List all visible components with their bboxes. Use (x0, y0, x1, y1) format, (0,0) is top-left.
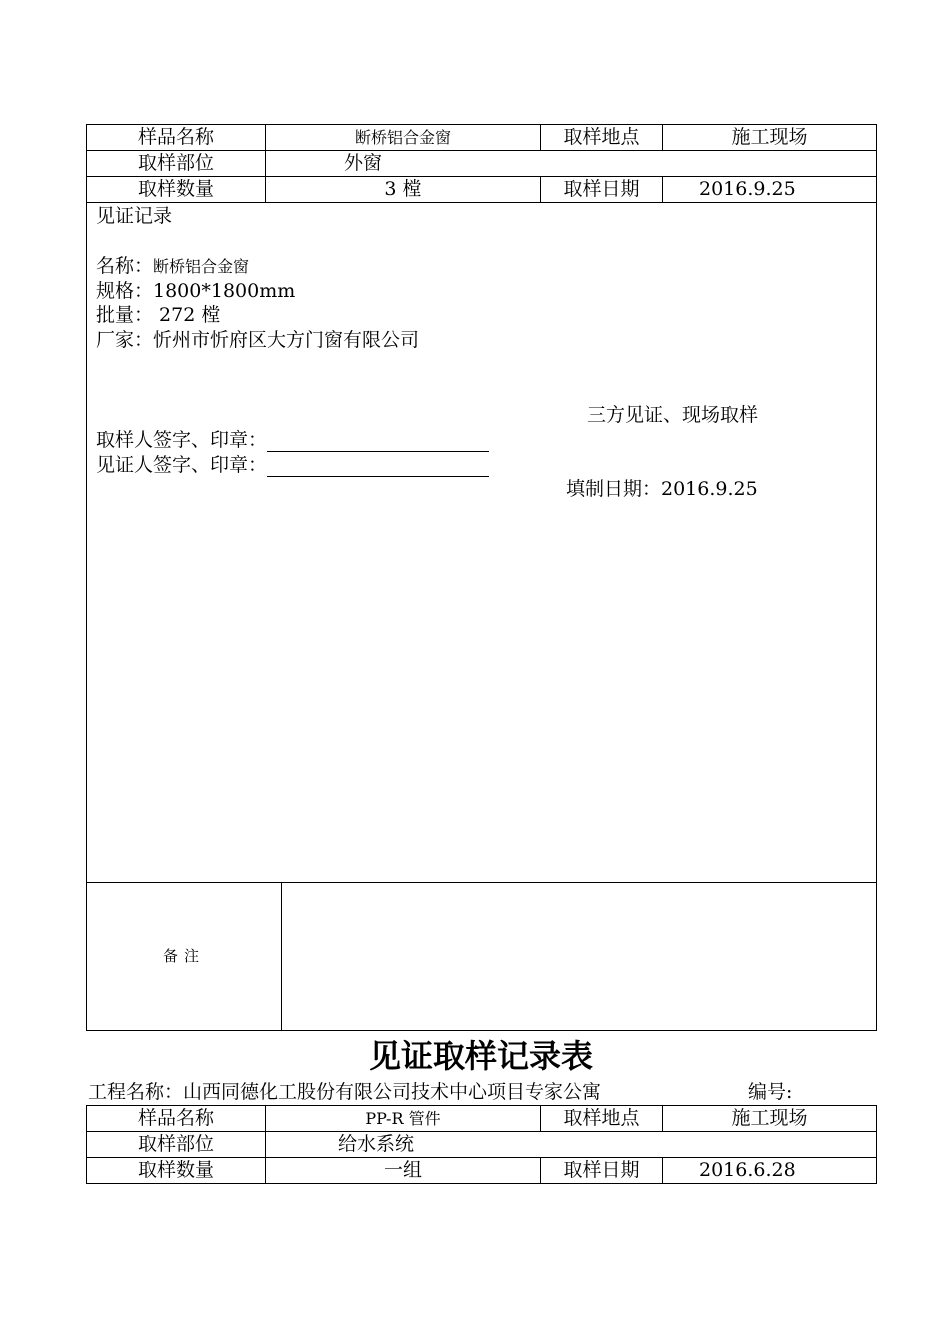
remarks-box (86, 882, 877, 1031)
value-sample-name: PP-R 管件 (266, 1106, 541, 1132)
witness-name-value: 断桥铝合金窗 (153, 257, 250, 276)
witness-signature-blank (267, 456, 489, 477)
label-sample-qty: 取样数量 (87, 1158, 266, 1184)
fill-date: 填制日期：2016.9.25 (566, 478, 758, 500)
sampler-signature-blank (267, 431, 489, 452)
label-sample-location: 取样地点 (541, 1106, 663, 1132)
witness-signature-line (96, 453, 489, 477)
witness-record-box (86, 202, 877, 883)
label-sample-date: 取样日期 (541, 1158, 663, 1184)
sampler-signature-line (96, 428, 489, 452)
witness-spec: 规格：1800*1800mm (96, 280, 296, 302)
remarks-divider (281, 883, 282, 1030)
value-sample-location: 施工现场 (663, 125, 877, 151)
label-sample-part: 取样部位 (87, 151, 266, 177)
witness-signature-label: 见证人签字、印章： (96, 454, 268, 476)
number-label: 编号: (748, 1081, 793, 1103)
witness-heading: 见证记录 (96, 205, 173, 227)
remarks-label: 备注 (162, 947, 205, 965)
label-sample-name: 样品名称 (87, 1106, 266, 1132)
record1-table (86, 124, 877, 203)
table-row (87, 151, 877, 177)
witness-name (96, 254, 249, 279)
witness-name-label: 名称： (96, 255, 154, 277)
project-line (88, 1080, 793, 1104)
project-name: 工程名称：山西同德化工股份有限公司技术中心项目专家公寓 (88, 1081, 602, 1103)
witness-manufacturer: 厂家：忻州市忻府区大方门窗有限公司 (96, 329, 420, 351)
witness-batch: 批量： 272 樘 (96, 304, 221, 326)
table-row (87, 1106, 877, 1132)
table-row (87, 1158, 877, 1184)
value-sample-date: 2016.9.25 (663, 177, 877, 203)
sampler-signature-label: 取样人签字、印章： (96, 429, 268, 451)
label-sample-name: 样品名称 (87, 125, 266, 151)
table-row (87, 125, 877, 151)
label-sample-qty: 取样数量 (87, 177, 266, 203)
table-row (87, 1132, 877, 1158)
form-title: 见证取样记录表 (368, 1037, 593, 1075)
table-row (87, 177, 877, 203)
value-sample-name: 断桥铝合金窗 (266, 125, 541, 151)
value-sample-qty: 一组 (266, 1158, 541, 1184)
value-sample-part: 给水系统 (266, 1132, 877, 1158)
three-party-witness: 三方见证、现场取样 (587, 404, 759, 426)
label-sample-part: 取样部位 (87, 1132, 266, 1158)
value-sample-qty: 3 樘 (266, 177, 541, 203)
value-sample-part: 外窗 (266, 151, 877, 177)
value-sample-date: 2016.6.28 (663, 1158, 877, 1184)
label-sample-location: 取样地点 (541, 125, 663, 151)
record2-table (86, 1105, 877, 1184)
value-sample-location: 施工现场 (663, 1106, 877, 1132)
label-sample-date: 取样日期 (541, 177, 663, 203)
